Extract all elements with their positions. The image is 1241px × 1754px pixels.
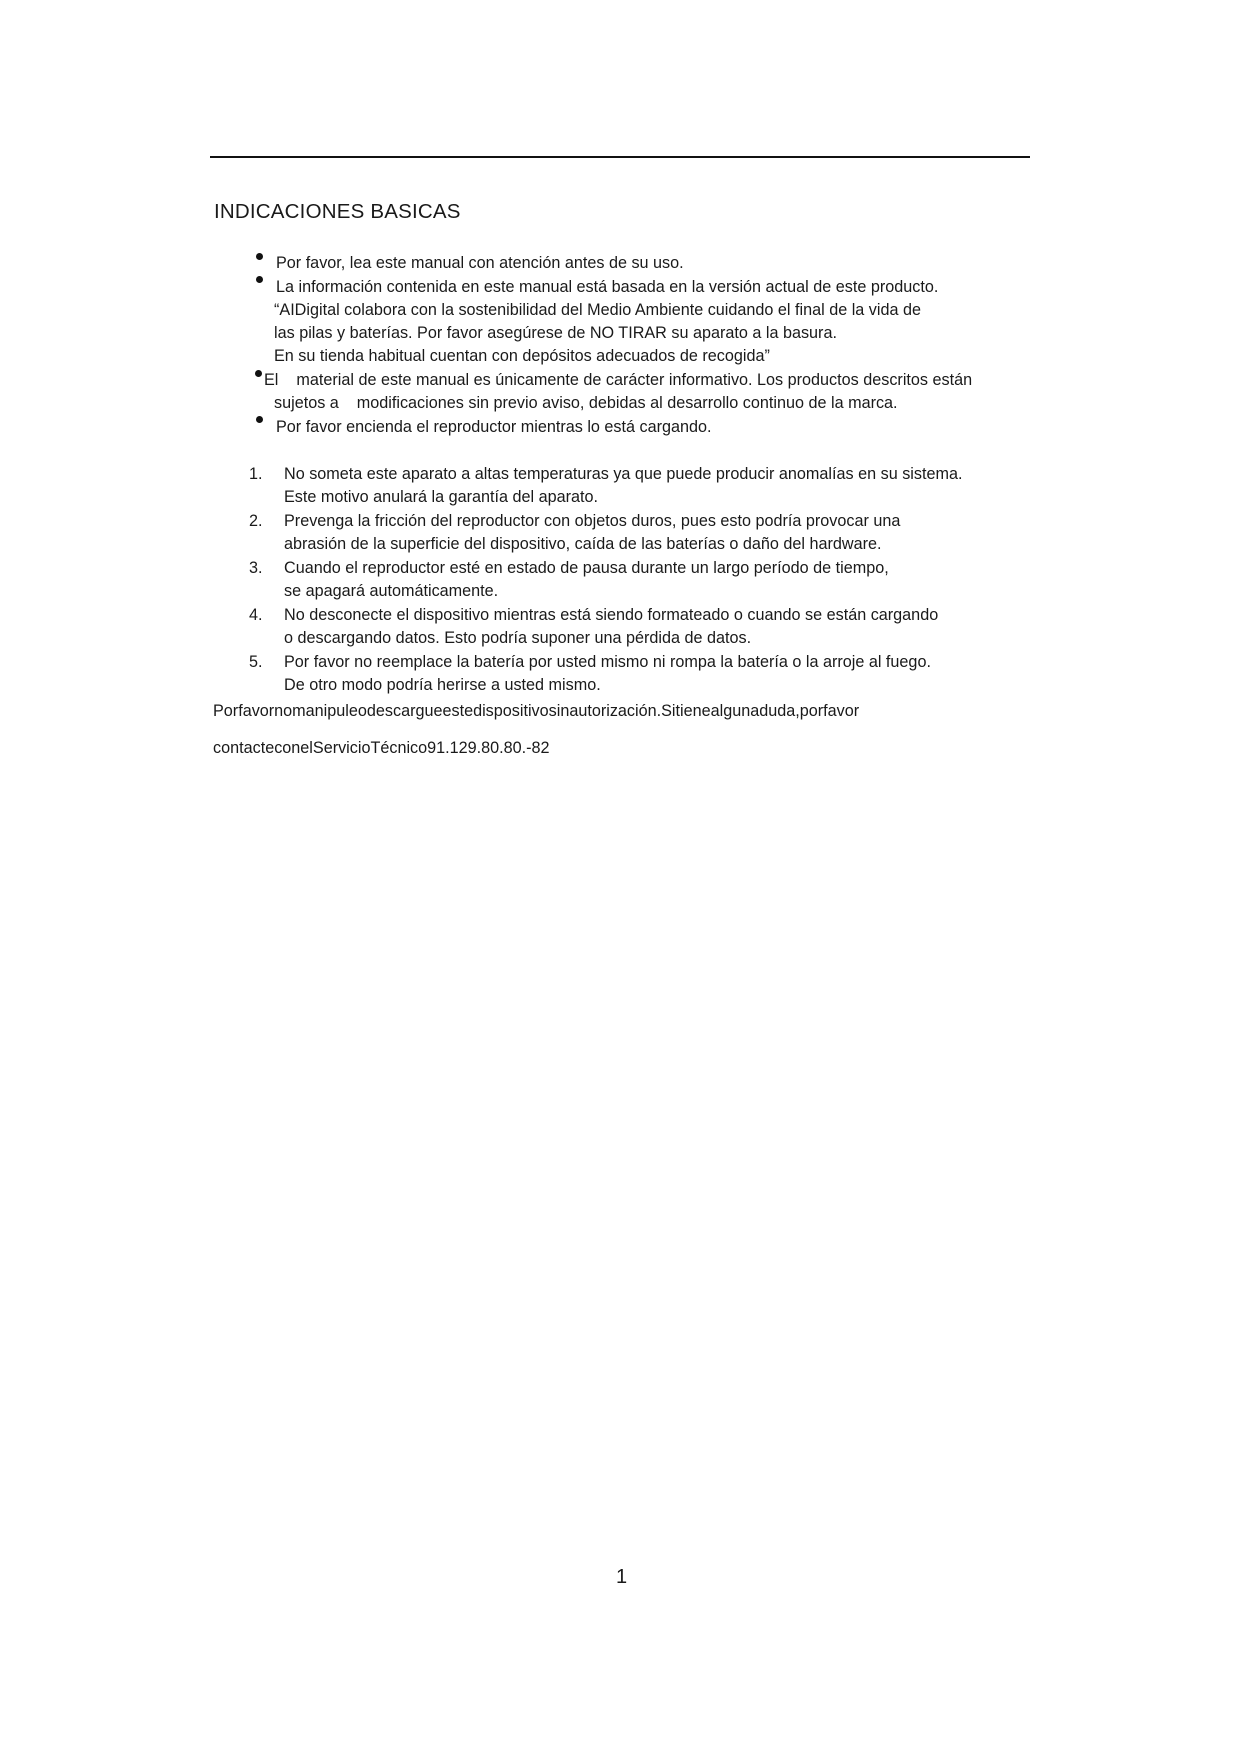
item-3-line-2: se apagará automáticamente.: [284, 582, 499, 600]
bullet-1-line-1: Por favor, lea este manual con atención antes de su uso.: [276, 254, 684, 272]
bullet-3-line-2: sujetos a modificaciones sin previo aviso, debidas al desarrollo continuo de la marca.: [274, 394, 898, 412]
item-4-line-2: o descargando datos. Esto podría suponer una pérdida de datos.: [284, 629, 752, 647]
item-2-line-2: abrasión de la superficie del dispositivo, caída de las baterías o daño del hardware.: [284, 535, 882, 553]
item-2-line-1: Prevenga la fricción del reproductor con objetos duros, pues esto podría provocar una: [284, 512, 901, 530]
bullet-2-line-2: “AIDigital colabora con la sostenibilidad del Medio Ambiente cuidando el final de la vida de: [274, 301, 922, 319]
bullet-3-line-1: El material de este manual es únicamente de carácter informativo. Los productos descritos están: [264, 371, 973, 389]
item-5-line-1: Por favor no reemplace la batería por usted mismo ni rompa la batería o la arroje al fuego.: [284, 653, 931, 671]
list-number: 1.: [249, 465, 263, 483]
bullet-2-line-1: La información contenida en este manual está basada en la versión actual de este producto.: [276, 278, 939, 296]
list-number: 2.: [249, 512, 263, 530]
item-5-line-2: De otro modo podría herirse a usted mismo.: [284, 676, 601, 694]
bullet-dot: [256, 276, 263, 283]
top-rule: [210, 156, 1030, 158]
page-number: 1: [616, 1566, 628, 1588]
bullet-dot: [256, 416, 263, 423]
item-1-line-1: No someta este aparato a altas temperaturas ya que puede producir anomalías en su sistema.: [284, 465, 963, 483]
list-number: 5.: [249, 653, 263, 671]
item-1-line-2: Este motivo anulará la garantía del aparato.: [284, 488, 599, 506]
contact-line-1: Porfavornomanipuleodescargueestedispositivosinautorización.Sitienealgunaduda,porfavor: [213, 702, 860, 720]
contact-line-2: contacteconelServicioTécnico91.129.80.80.-82: [213, 739, 550, 757]
item-3-line-1: Cuando el reproductor esté en estado de pausa durante un largo período de tiempo,: [284, 559, 889, 577]
bullet-dot: [255, 370, 262, 377]
list-number: 4.: [249, 606, 263, 624]
bullet-2-line-4: En su tienda habitual cuentan con depósitos adecuados de recogida”: [274, 347, 770, 365]
item-4-line-1: No desconecte el dispositivo mientras está siendo formateado o cuando se están cargando: [284, 606, 939, 624]
bullet-4-line-1: Por favor encienda el reproductor mientras lo está cargando.: [276, 418, 712, 436]
list-number: 3.: [249, 559, 263, 577]
bullet-dot: [256, 253, 263, 260]
bullet-2-line-3: las pilas y baterías. Por favor asegúrese de NO TIRAR su aparato a la basura.: [274, 324, 837, 342]
page-heading: INDICACIONES BASICAS: [214, 200, 461, 223]
